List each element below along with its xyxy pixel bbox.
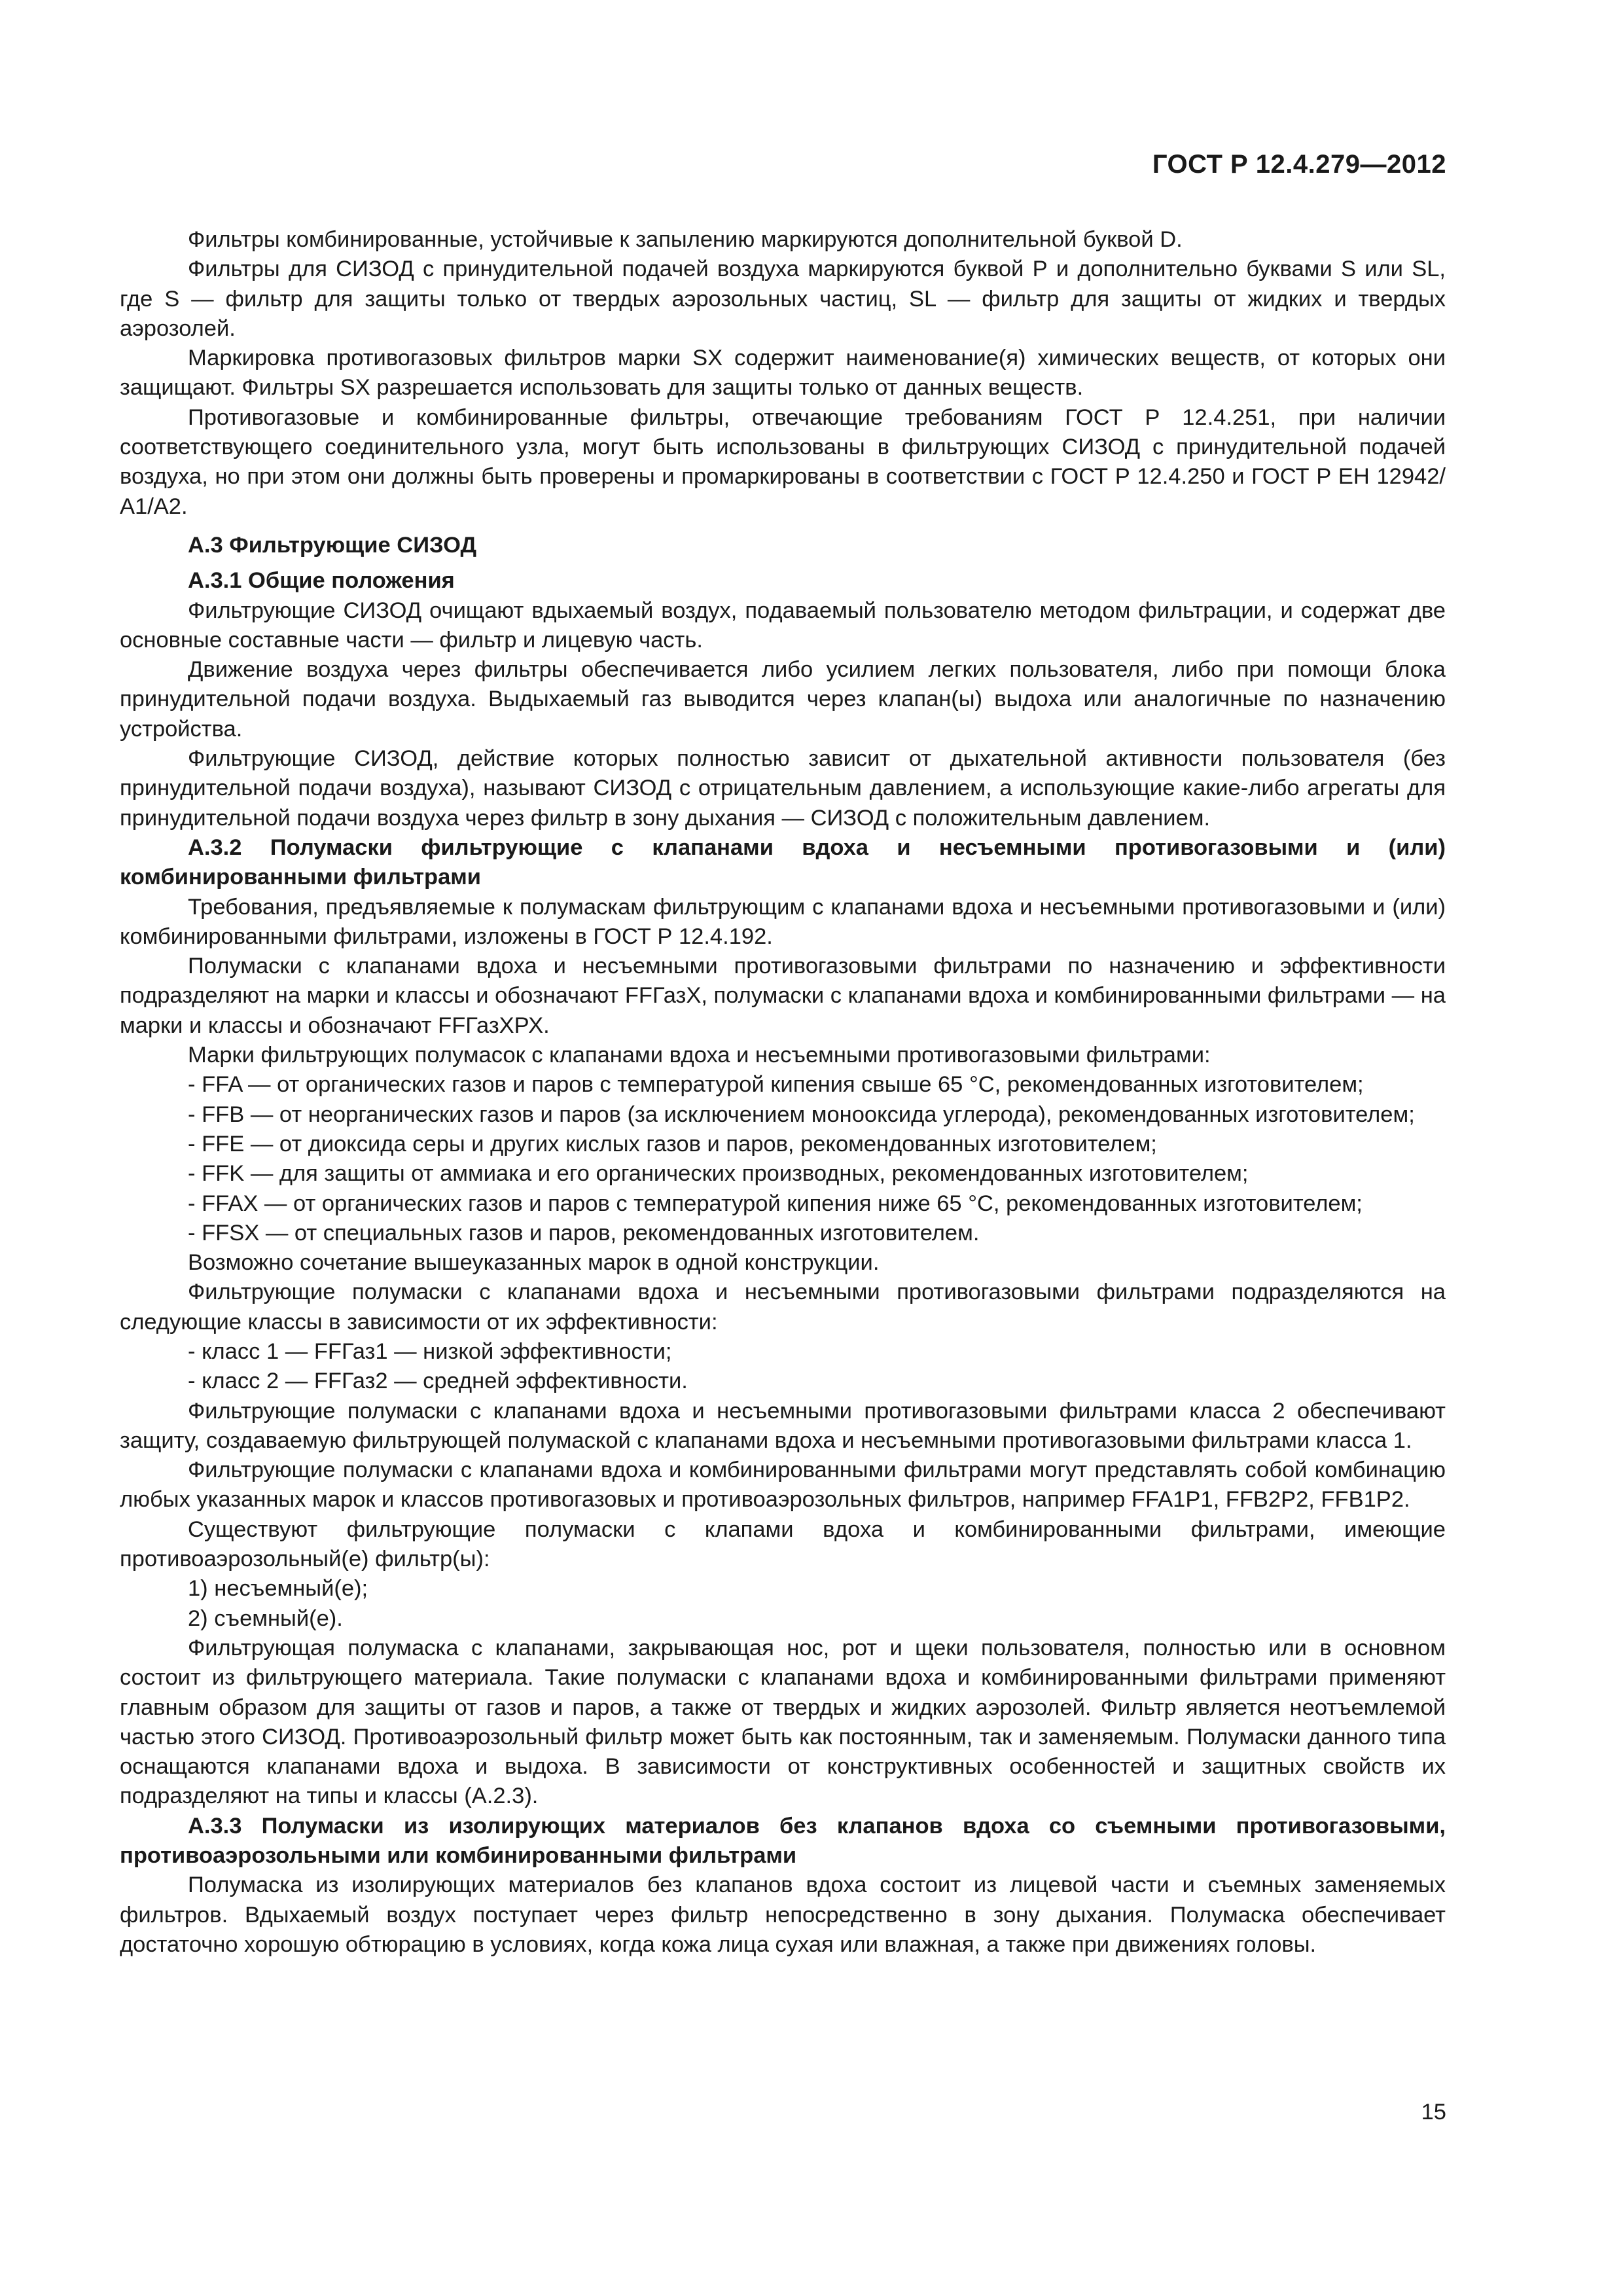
paragraph: Полумаски с клапанами вдоха и несъемными противогазовыми фильтрами по назначению и эффективности подразделяют на марки и классы и обозначают FFГазХ, полумаски с клапанами вдоха и комбинированными фильтрами — на марки и классы и обозначают FFГазХРХ.	[120, 954, 1446, 1038]
paragraph: - FFK — для защиты от аммиака и его органических производных, рекомендованных изготовителем;	[188, 1161, 1249, 1187]
paragraph: - FFE — от диоксида серы и других кислых газов и паров, рекомендованных изготовителем;	[188, 1131, 1157, 1157]
paragraph: - FFSX — от специальных газов и паров, рекомендованных изготовителем.	[188, 1220, 980, 1246]
paragraph: Фильтрующие полумаски с клапанами вдоха и комбинированными фильтрами могут представлять собой комбинацию любых указанных марок и классов противогазовых и противоаэрозольных фильтров, например FFA1P1, FFB2P2, FFB1P2.	[120, 1458, 1446, 1513]
paragraph: Требования, предъявляемые к полумаскам фильтрующим с клапанами вдоха и несъемными противогазовыми и (или) комбинированными фильтрами, изложены в ГОСТ Р 12.4.192.	[120, 894, 1446, 949]
paragraph: Маркировка противогазовых фильтров марки SX содержит наименование(я) химических веществ, от которых они защищают. Фильтры SX разрешается использовать для защиты только от данных веществ.	[120, 346, 1446, 401]
paragraph: Фильтрующие полумаски с клапанами вдоха и несъемными противогазовыми фильтрами класса 2 обеспечивают защиту, создаваемую фильтрующей полумаской с клапанами вдоха и несъемными противогазовыми фильтрами класса 1.	[120, 1398, 1446, 1453]
document-body	[120, 225, 1446, 1960]
subsection-heading: А.3.3 Полумаски из изолирующих материалов без клапанов вдоха со съемными противогазовыми, противоаэрозольными или комбинированными фильтрами	[120, 1813, 1446, 1869]
paragraph: Фильтрующие полумаски с клапанами вдоха и несъемными противогазовыми фильтрами подразделяются на следующие классы в зависимости от их эффективности:	[120, 1280, 1446, 1335]
section-heading: А.3 Фильтрующие СИЗОД	[188, 532, 477, 558]
paragraph: - класс 2 — FFГаз2 — средней эффективности.	[188, 1369, 688, 1394]
paragraph: Фильтры комбинированные, устойчивые к запылению маркируются дополнительной буквой D.	[188, 227, 1183, 252]
subsection-heading: А.3.2 Полумаски фильтрующие с клапанами вдоха и несъемными противогазовыми и (или) комбинированными фильтрами	[120, 834, 1446, 890]
paragraph: Противогазовые и комбинированные фильтры, отвечающие требованиям ГОСТ Р 12.4.251, при наличии соответствующего соединительного узла, могут быть использованы в фильтрующих СИЗОД с принудительной подачей воздуха, но при этом они должны быть проверены и промаркированы в соответствии с ГОСТ Р 12.4.250 и ГОСТ Р ЕН 12942/А1/А2.	[120, 404, 1446, 519]
paragraph: 1) несъемный(е);	[188, 1576, 368, 1602]
page-number: 15	[1421, 2100, 1446, 2125]
paragraph: Полумаска из изолирующих материалов без клапанов вдоха состоит из лицевой части и съемных заменяемых фильтров. Вдыхаемый воздух поступает через фильтр непосредственно в зону дыхания. Полумаска обеспечивает достаточно хорошую обтюрацию в условиях, когда кожа лица сухая или влажная, а также при движениях головы.	[120, 1873, 1446, 1957]
paragraph: - FFA — от органических газов и паров с температурой кипения свыше 65 °С, рекомендованных изготовителем;	[188, 1072, 1364, 1098]
paragraph: Марки фильтрующих полумасок с клапанами вдоха и несъемными противогазовыми фильтрами:	[188, 1043, 1211, 1068]
paragraph: - FFB — от неорганических газов и паров (за исключением монооксида углерода), рекомендованных изготовителем;	[188, 1102, 1415, 1127]
paragraph: - FFAX — от органических газов и паров с температурой кипения ниже 65 °С, рекомендованных изготовителем;	[188, 1191, 1363, 1216]
paragraph: Фильтры для СИЗОД с принудительной подачей воздуха маркируются буквой Р и дополнительно буквами S или SL, где S — фильтр для защиты только от твердых аэрозольных частиц, SL — фильтр для защиты от жидких и твердых аэрозолей.	[120, 257, 1446, 341]
paragraph: Фильтрующие СИЗОД, действие которых полностью зависит от дыхательной активности пользователя (без принудительной подачи воздуха), называют СИЗОД с отрицательным давлением, а использующие какие-либо агрегаты для принудительной подачи воздуха через фильтр в зону дыхания — СИЗОД с положительным давлением.	[120, 746, 1446, 831]
subsection-heading: А.3.1 Общие положения	[188, 568, 455, 594]
paragraph: Существуют фильтрующие полумаски с клапами вдоха и комбинированными фильтрами, имеющие противоаэрозольный(е) фильтр(ы):	[120, 1516, 1446, 1572]
page-header-doc-id: ГОСТ Р 12.4.279—2012	[1152, 150, 1446, 179]
paragraph: - класс 1 — FFГаз1 — низкой эффективности;	[188, 1338, 672, 1364]
paragraph: Движение воздуха через фильтры обеспечивается либо усилием легких пользователя, либо при помощи блока принудительной подачи воздуха. Выдыхаемый газ выводится через клапан(ы) выдоха или аналогичные по назначению устройства.	[120, 657, 1446, 742]
paragraph: Возможно сочетание вышеуказанных марок в одной конструкции.	[188, 1250, 880, 1276]
paragraph: Фильтрующие СИЗОД очищают вдыхаемый воздух, подаваемый пользователю методом фильтрации, и содержат две основные составные части — фильтр и лицевую часть.	[120, 598, 1446, 653]
paragraph: 2) съемный(е).	[188, 1605, 343, 1631]
paragraph: Фильтрующая полумаска с клапанами, закрывающая нос, рот и щеки пользователя, полностью или в основном состоит из фильтрующего материала. Такие полумаски с клапанами вдоха и комбинированными фильтрами применяют главным образом для защиты от газов и паров, а также от твердых и жидких аэрозолей. Фильтр является неотъемлемой частью этого СИЗОД. Противоаэрозольный фильтр может быть как постоянным, так и заменяемым. Полумаски данного типа оснащаются клапанами вдоха и выдоха. В зависимости от конструктивных особенностей и защитных свойств их подразделяют на типы и классы (А.2.3).	[120, 1635, 1446, 1809]
